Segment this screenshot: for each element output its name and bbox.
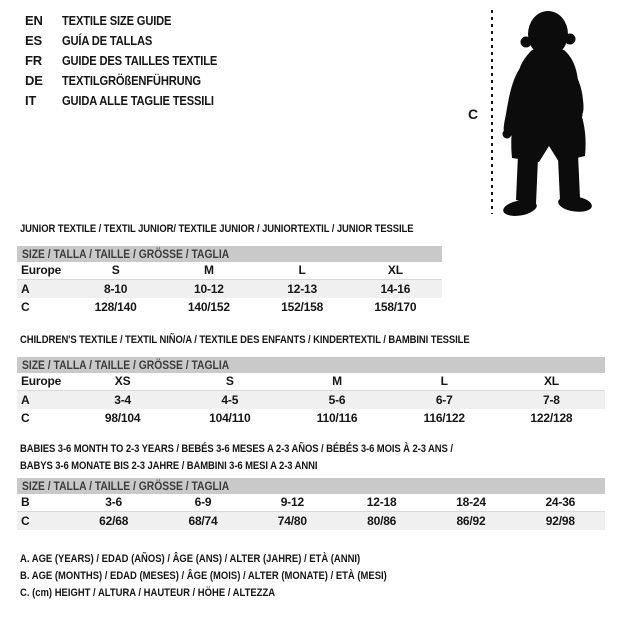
cell-value: XL <box>543 374 559 388</box>
row-label: Europe <box>21 374 62 388</box>
cell-value: L <box>440 374 448 388</box>
children-size-table <box>17 357 605 427</box>
cell-value: 140/152 <box>187 300 230 314</box>
cell-value: 10-12 <box>194 282 224 296</box>
language-list <box>25 11 242 111</box>
cell-value: M <box>203 263 214 277</box>
babies-size-table <box>17 478 605 530</box>
cell-value: 9-12 <box>280 495 304 509</box>
cell-value: 68/74 <box>188 514 218 528</box>
cell-value: 98/104 <box>104 411 141 425</box>
height-dotted-line <box>491 10 493 214</box>
cell-value: M <box>332 374 342 388</box>
section-heading-babies: BABIES 3-6 MONTH TO 2-3 YEARS / BEBÉS 3-6 MESES A 2-3 AÑOS / BÉBÉS 3-6 MOIS À 2-3 ANS / BABYS 3-6 MONATE BIS 2-3 JAHRE / BAMBINI 3-6 MESI A 2-3 ANNI <box>20 443 453 472</box>
cell-value: 62/68 <box>99 514 129 528</box>
junior-size-table <box>17 246 442 316</box>
row-label: C <box>21 411 30 425</box>
language-code: ES <box>25 33 42 48</box>
cell-value: S <box>111 263 120 277</box>
table-row <box>17 262 442 280</box>
language-title: GUÍA DE TALLAS <box>62 33 153 48</box>
cell-value: XL <box>387 263 403 277</box>
row-label: C <box>21 300 30 314</box>
row-label: B <box>21 495 30 509</box>
cell-value: 128/140 <box>94 300 137 314</box>
cell-value: 110/116 <box>316 411 358 425</box>
size-header-bar: SIZE / TALLA / TAILLE / GRÖSSE / TAGLIA <box>17 246 442 262</box>
cell-value: 74/80 <box>277 514 307 528</box>
language-title: TEXTILE SIZE GUIDE <box>62 13 172 28</box>
size-header-bar: SIZE / TALLA / TAILLE / GRÖSSE / TAGLIA <box>17 357 605 373</box>
cell-value: 122/128 <box>530 411 573 425</box>
table-row <box>17 409 605 427</box>
language-code: FR <box>25 53 42 68</box>
cell-value: 6-9 <box>194 495 212 509</box>
cell-value: 12-13 <box>287 282 317 296</box>
cell-value: 80/86 <box>367 514 397 528</box>
note-age-months: B. AGE (MONTHS) / EDAD (MESES) / ÂGE (MOIS) / ALTER (MONATE) / ETÀ (MESI) <box>20 570 387 582</box>
language-code: EN <box>25 13 43 28</box>
table-row <box>17 512 605 530</box>
cell-value: 6-7 <box>435 393 453 407</box>
table-row <box>17 298 442 316</box>
cell-value: 152/158 <box>281 300 324 314</box>
language-code: DE <box>25 73 43 88</box>
cell-value: 86/92 <box>456 514 486 528</box>
language-row <box>25 51 242 71</box>
cell-value: 92/98 <box>545 514 575 528</box>
language-row <box>25 31 242 51</box>
row-label: A <box>21 393 30 407</box>
size-header-bar: SIZE / TALLA / TAILLE / GRÖSSE / TAGLIA <box>17 478 605 494</box>
cell-value: S <box>225 374 234 388</box>
row-label: C <box>21 514 30 528</box>
cell-value: 5-6 <box>328 393 346 407</box>
row-label: A <box>21 282 30 296</box>
cell-value: 24-36 <box>545 495 576 509</box>
height-measure-label: C <box>468 106 479 122</box>
section-heading-junior: JUNIOR TEXTILE / TEXTIL JUNIOR/ TEXTILE JUNIOR / JUNIORTEXTIL / JUNIOR TESSILE <box>20 223 414 235</box>
cell-value: 7-8 <box>543 393 560 407</box>
cell-value: 18-24 <box>456 495 486 509</box>
cell-value: XS <box>114 374 131 388</box>
cell-value: 3-6 <box>105 495 123 509</box>
cell-value: 14-16 <box>380 282 411 296</box>
cell-value: 4-5 <box>221 393 239 407</box>
cell-value: 158/170 <box>374 300 417 314</box>
cell-value: 104/110 <box>209 411 251 425</box>
table-row <box>17 373 605 391</box>
table-row <box>17 391 605 409</box>
cell-value: 8-10 <box>104 282 128 296</box>
language-code: IT <box>25 93 37 108</box>
note-height-cm: C. (cm) HEIGHT / ALTURA / HAUTEUR / HÖHE / ALTEZZA <box>20 587 276 599</box>
toddler-silhouette-image <box>460 8 620 220</box>
language-title: TEXTILGRÖßENFÜHRUNG <box>62 73 201 88</box>
note-age-years: A. AGE (YEARS) / EDAD (AÑOS) / ÂGE (ANS) / ALTER (JAHRE) / ETÀ (ANNI) <box>20 553 361 565</box>
table-row <box>17 280 442 298</box>
cell-value: L <box>298 263 306 277</box>
row-label: Europe <box>21 263 62 277</box>
legend-notes <box>20 551 447 602</box>
height-measure-figure <box>460 8 620 220</box>
language-title: GUIDA ALLE TAGLIE TESSILI <box>62 93 214 108</box>
table-row <box>17 494 605 512</box>
language-title: GUIDE DES TAILLES TEXTILE <box>62 53 218 68</box>
cell-value: 12-18 <box>366 495 397 509</box>
language-row <box>25 71 242 91</box>
language-row <box>25 91 242 111</box>
cell-value: 116/122 <box>423 411 465 425</box>
section-heading-children: CHILDREN'S TEXTILE / TEXTIL NIÑO/A / TEXTILE DES ENFANTS / KINDERTEXTIL / BAMBINI TESSILE <box>20 334 470 346</box>
language-row <box>25 11 242 31</box>
cell-value: 3-4 <box>114 393 131 407</box>
